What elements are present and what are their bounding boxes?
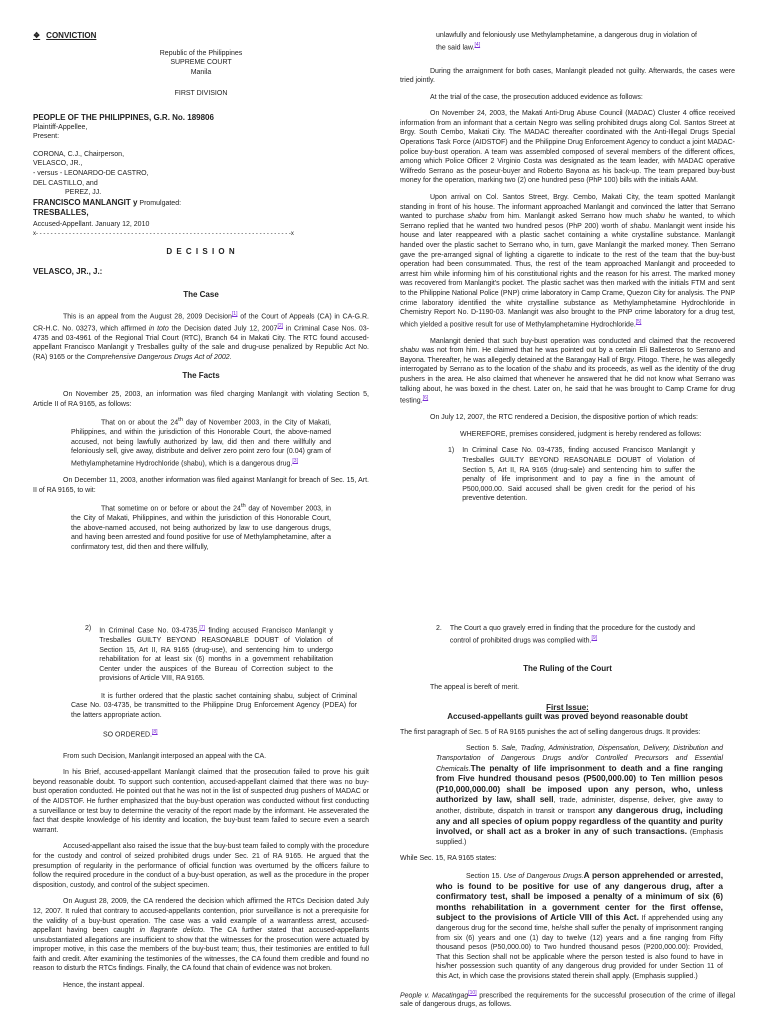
footnote-link-6[interactable]: [6] [422, 395, 429, 402]
section5-quote [436, 744, 723, 847]
ca-decision-paragraph [33, 897, 369, 974]
section15-intro: While Sec. 15, RA 9165 states: [400, 855, 497, 863]
body-text: he wanted, to which Serrano replied that he wanted two hundred pesos (PhP 200) worth of [400, 213, 735, 230]
rtc-decision-paragraph: On July 12, 2007, the RTC rendered a Decision, the dispositive portion of which reads: [430, 414, 698, 422]
section5-intro: The first paragraph of Sec. 5 of RA 9165 punishes the act of selling dangerous drugs. It provides: [400, 728, 701, 736]
item-number: 2) [85, 625, 92, 632]
decision-heading: D E C I S I O N [166, 247, 236, 257]
ponente: VELASCO, JR., J.: [33, 266, 103, 276]
quote-text: If apprehended using any dangerous drug for the second time, he/she shall suffer the penalty of imprisonment ranging from six (6) years and one (1) day to twelve (12) years and a fine ranging from Fifty thousand pesos (P50,000.00) to Two hundred thousand pesos (P200,000.00): Provided, That this Section shall not be applicable where the person tested is also found to have in his/her possession such quantity of any dangerous drug provided for under Section 11 of this Act, in which case the provisions stated therein shall apply. (Emphasis supplied.) [436, 915, 723, 980]
footnote-link-9[interactable]: [9] [591, 634, 598, 641]
present-text: Present: [33, 133, 60, 141]
accused-name-b: TRESBALLES, [33, 208, 89, 218]
quote-information-2 [71, 502, 331, 552]
so-ordered [103, 728, 369, 740]
body-text: shabu [467, 213, 487, 221]
appellee-text: Plaintiff-Appellee, [33, 123, 88, 131]
judgment-item-1 [448, 446, 695, 504]
item-number: 1) [448, 447, 455, 455]
body-text: was not from him. He claimed that he was pointed out by a certain Eli Ballesteros to Serrano and Bayona. Thereafter, he was allegedly detained at the Barangay Hall of Brgy. Pitogo. There, he was allegedly interrogated by Serrano as to the location of the [400, 347, 735, 374]
bereft-paragraph: The appeal is bereft of merit. [430, 684, 520, 692]
quote-text: A person apprehended or arrested, who is found to be positive for use of any dangerous drug, after a confirmatory test, shall be imposed a penalty of a minimum of six (6) months rehabilitation in a government center for the first offense, subject to the provisions of Article VIII of this Act. [436, 870, 724, 923]
item-text-part: finding accused Francisco Manlangit y Tresballes GUILTY BEYOND REASONABLE DOUBT of Violation of Section 15, Art II, RA 9165 (drug-use), and sentencing him to undergo rehabilitation for at least six (6) months in a government rehabilitation Center under the auspices of the Bureau of Correction subject to the provisions of Article VIII, RA 9165. [99, 627, 333, 683]
first-issue-label: First Issue: [546, 702, 589, 712]
prosecution-paragraph: At the trial of the case, the prosecution adduced evidence as follows: [430, 93, 643, 101]
quote-text: th [240, 503, 246, 510]
footnote-link-7[interactable]: [7] [199, 625, 205, 631]
quote-text: Use of Dangerous Drugs. [503, 873, 584, 881]
accused-line-a [33, 198, 369, 209]
item-text [450, 624, 695, 646]
quote-text: , trade, administer, dispense, deliver, give away to another, distribute, dispatch in transit or transport [436, 797, 723, 816]
case-text: of the Court of Appeals (CA) in CA-G.R. CR-H.C. No. 03273, which affirmed [33, 313, 369, 333]
body-text: shabu [552, 366, 573, 374]
first-issue [400, 703, 735, 722]
body-text: Upon arrival on Col. Santos Street, Brgy. Cembo, Makati City, the team spotted Manlangit standing in front of his house. The informant approached Manlangit and convinced the latter that Serrano wanted to purchase [400, 194, 735, 221]
division-text: FIRST DIVISION [174, 90, 228, 98]
arraignment-paragraph: During the arraignment for both cases, Manlangit pleaded not guilty. Afterwards, the cases were tried jointly. [400, 67, 735, 85]
section15-quote [436, 871, 723, 982]
quote-text: The penalty of life imprisonment to death and a fine ranging from Five hundred thousand pesos (P500,000.00) to Ten million pesos (P10,000,000.00) shall be imposed upon any person, who, unless authorized by law, shall sell [436, 762, 723, 805]
first-issue-title: Accused-appellants guilt was proved beyond reasonable doubt [447, 712, 688, 722]
bench-line: VELASCO, JR., [33, 160, 83, 168]
footnote-link-1[interactable]: [1] [231, 310, 238, 317]
quote-continuation [436, 31, 697, 53]
court-heading [33, 49, 369, 99]
so-ordered-text: SO ORDERED. [103, 731, 153, 738]
quote-text: Sale, Trading, Administration, Dispensation, Delivery, Distribution and Transportation of Dangerous Drugs and/or Controlled Precursors and Essential Chemicals. [436, 745, 724, 773]
footnote-link-4[interactable]: [4] [474, 41, 481, 48]
quote-text: day of November 2003, in the City of Makati, Philippines, and within the jurisdiction of this Honorable Court, the above-named accused, not being lawfully authorized by law, did then and there willfully and feloniously sell, give away, distribute and deliver zero point zero four (0.04) gram of Methylamphetamine Hydrochloride (shabu), which is a dangerous drug. [71, 419, 331, 468]
body-text: Manlangit denied that such buy-bust operation was conducted and claimed that the recovered [430, 337, 735, 345]
conviction-header [33, 31, 369, 41]
case-text: in Criminal Case Nos. 03-4735 and 03-4961 of the Regional Trial Court (RTC), Branch 64 in Makati City. The RTC found accused-appellant Francisco Manlangit y Tresballes guilty of the sale and drug-use penalized by Republic Act No. (RA) 9165 or the [33, 325, 369, 361]
heading-the-case: The Case [183, 290, 219, 300]
quote-text: unlawfully and feloniously use Methylamphetamine, a dangerous drug in violation of the said law. [436, 32, 697, 51]
republic-text: Republic of the Philippines [159, 49, 243, 57]
arrival-paragraph [400, 193, 735, 330]
court-text: SUPREME COURT [170, 59, 232, 67]
footnote-link-8[interactable]: [8] [152, 728, 158, 735]
issue-paragraph: Accused-appellant also raised the issue that the buy-bust team failed to comply with the procedure for the custody and control of seized prohibited drugs under Sec. 21 of RA 9165. He argued that the presumption of regularity in the performance of official function was overturned by the officers failure to follow the required procedure in the conduct of a buy-bust operation, as well as the procedure in the proper disposition, custody, and control of the subject specimen. [33, 843, 369, 889]
footnote-link-2[interactable]: [2] [277, 322, 283, 329]
quote-text: Section 5. [466, 745, 502, 753]
heading-the-facts: The Facts [182, 370, 220, 380]
body-text: prescribed the requirements for the successful prosecution of the crime of illegal sale of dangerous drugs, as follows. [400, 991, 735, 1009]
quote-text: th [178, 417, 184, 424]
bench-line: CORONA, C.J., Chairperson, [33, 150, 125, 158]
bench-line: PEREZ, JJ. [65, 189, 102, 197]
case-text: Comprehensive Dangerous Drugs Act of 2002. [86, 353, 232, 361]
quote-information-1 [71, 416, 331, 469]
case-text: in toto [148, 325, 169, 333]
assignment-item-2 [436, 624, 695, 646]
body-text: On August 28, 2009, the CA rendered the decision which affirmed the RTCs Decision dated July 12, 2007. It ruled that contrary to accused-appellants contention, prior surveillance is not a prerequisite for the validity of a buy-bust operation. The case was a valid example of a warrantless arrest, accused-appellant having been caught [33, 898, 369, 935]
bench-list [33, 150, 369, 198]
facts-paragraph: On November 25, 2003, an information was filed charging Manlangit with violating Section 5, Article II of RA 9165, as follows: [33, 391, 369, 408]
item-text-part: The Court a quo gravely erred in finding that the procedure for the custody and control of prohibited drugs was complied with. [449, 625, 695, 644]
footnote-link-5[interactable]: [5] [635, 318, 642, 325]
madac-paragraph: On November 24, 2003, the Makati Anti-Drug Abuse Council (MADAC) Cluster 4 office received information from an informant that a certain Negro was selling prohibited drugs along Col. Santos Street at Brgy. South Cembo, Makati City. The MADAC thereafter coordinated with the Anti-Illegal Drugs Special Operations Task Force (AIDSTOF) and the Philippine Drug Enforcement Agency to conduct a joint MADAC-police buy-bust operation. A team was assembled composed of several members of the different offices, among which Police Officer 2 Virginio Costa was designated as the team leader, with MADAC operative Wilfredo Serrano as the poseur-buyer and Roberto Bayona as his back-up. The team prepared buy-bust money for the operation, marking two (2) one hundred peso (PhP 100) bills with the initials AAM. [400, 110, 735, 185]
bench-line: - versus - LEONARDO-DE CASTRO, [33, 169, 149, 177]
quote-text: any dangerous drug, including any and all species of opium poppy regardless of the quantity and purity involved, or shall act as a broker in any of such transactions. [436, 805, 723, 837]
heading-ruling: The Ruling of the Court [523, 663, 612, 673]
brief-paragraph: In his Brief, accused-appellant Manlangit claimed that the prosecution failed to prove his guilt beyond reasonable doubt. To support such contention, accused-appellant claimed that there was no buy-bust operation conducted. He pointed out that he was not in the list of suspected drug pushers of MADAC or of the AIDSTOF. He further emphasized that the buy-bust operation was conducted without first conducting a surveillance or test buy to determine the veracity of the report made by the informant. He asseverated the fact that despite knowledge of his identity and location, the buy-bust team failed to secure even a search warrant. [33, 769, 369, 834]
macatingag-paragraph [400, 989, 735, 1011]
body-text: in flagrante delicto [139, 927, 204, 935]
body-text: People v. Macatingag [400, 991, 469, 999]
body-text: . The CA further stated that accused-appellants unsubstantiated allegations are insufficient to show that the witnesses for the prosecution were actuated by improper motive, in this case the members of the buy-bust team; thus, their testimonies are entitled to full faith and credit. After examining the testimonies of the witnesses, the CA found them credible and found no reason to disturb the RTCs findings. Finally, the CA found that chain of evidence was not broken. [33, 927, 369, 973]
city-text: Manila [190, 68, 212, 76]
hence-paragraph: Hence, the instant appeal. [63, 982, 145, 990]
footnote-link-3[interactable]: [3] [292, 457, 298, 464]
case-text: This is an appeal from the August 28, 2009 Decision [63, 313, 232, 321]
promulgated-label: Promulgated: [139, 199, 182, 207]
diamond-bullet-icon: ❖ [33, 31, 41, 40]
body-text: and its proceeds, as well as the identity of the drug pushers in the area. He also claimed that whenever he answered that he did not know what Serrano was talking about, he was boxed in the chest. Later on, he said that he was brought to Camp Crame for drug testing. [400, 366, 735, 405]
item-text [99, 624, 333, 684]
case-text: the Decision dated July 12, 2007 [168, 325, 278, 333]
accused-name: FRANCISCO MANLANGIT y [33, 197, 138, 207]
case-paragraph [33, 310, 369, 363]
body-text: . Manlangit went inside his house and later reappeared with a plastic sachet containing a white crystalline substance. Manlangit handed over the plastic sachet to Serrano who, in turn, gave Manlangit the marked money. Then Serrano gave the pre-arranged signal of lighting a cigarette to indicate to the rest of the team that the buy-bust operation had been consummated. Thus, the rest of the team approached Manlangit and proceeded to arrest him while informing him of his constitutional rights and the reason for his arrest. The marked money was recovered from Manlangit's pocket. The plastic sachet was then marked with the initials FTM and sent to the Philippine National Police (PNP) crime laboratory in Camp Crame, Quezon City for analysis. The PNP crime laboratory identified the white crystalline substance as Methylamphetamine Hydrochloride in Chemistry Report No. D-1190-03. Manlangit was also brought to the PNP crime laboratory for a drug test, which yielded a positive result for use of Methylamphetamine Hydrochloride. [400, 222, 736, 329]
footnote-link-10[interactable]: [10] [468, 989, 477, 996]
appeal-paragraph: From such Decision, Manlangit interposed an appeal with the CA. [63, 752, 267, 760]
body-text: shabu [645, 213, 665, 221]
body-text: shabu [400, 347, 420, 355]
bench-line: DEL CASTILLO, and [33, 179, 98, 187]
body-text: shabu [630, 222, 650, 230]
facts-paragraph: On December 11, 2003, another information was filed against Manlangit for breach of Sec. 15, Art. II of RA 9165, to wit: [33, 476, 369, 494]
quote-text: Section 15. [466, 873, 504, 881]
quote-text: (Emphasis supplied.) [436, 829, 723, 846]
conviction-label: CONVICTION [46, 31, 97, 40]
separator-line: x- - - - - - - - - - - - - - - - - - - - - - - - - - - - - - - - - - - - - - - - - - - - - - - - - - - - - - - - - - - - - - - - - - - - - -x [33, 230, 294, 237]
case-title: PEOPLE OF THE PHILIPPINES, G.R. No. 189806 [33, 112, 214, 122]
left-bottom-column [33, 624, 369, 1022]
item-text: In Criminal Case No. 03-4735, finding accused Francisco Manlangit y Tresballes GUILTY BEYOND REASONABLE DOUBT of Violation of Section 5, Art II, RA 9165 (drug-sale) and sentencing him to suffer the penalty of life imprisonment and to pay a fine in the amount of P500,000.00. Said accused shall be given credit for the period of his preventive detention. [462, 447, 695, 503]
item-text-part: In Criminal Case No. 03-4735, [99, 627, 200, 635]
item-number: 2. [436, 625, 442, 632]
judgment-item-2 [85, 624, 333, 684]
body-text: from him. Manlangit asked Serrano how much [486, 213, 646, 221]
left-top-column [33, 31, 369, 583]
transmit-paragraph: It is further ordered that the plastic sachet containing shabu, subject of Criminal Case No. 03-4735, be transmitted to the Philippine Drug Enforcement Agency (PDEA) for the latters appropriate action. [71, 692, 357, 720]
accused-date-line: Accused-Appellant. January 12, 2010 [33, 220, 150, 228]
right-top-column [400, 31, 735, 583]
wherefore-paragraph: WHEREFORE, premises considered, judgment is hereby rendered as follows: [460, 430, 702, 438]
quote-text: That on or about the 24 [101, 419, 179, 427]
right-bottom-column [400, 624, 735, 1022]
quote-text: day of November 2003, in the City of Makati, Philippines, and within the jurisdiction of this Honorable Court, the above-named accused, not being authorized by law to use dangerous drugs, and having been arrested and found positive for use of Methylamphetamine, after a confirmatory test, did then and there willfully, [71, 505, 331, 551]
quote-text: That sometime on or before or about the 24 [101, 505, 241, 513]
denial-paragraph [400, 337, 735, 406]
